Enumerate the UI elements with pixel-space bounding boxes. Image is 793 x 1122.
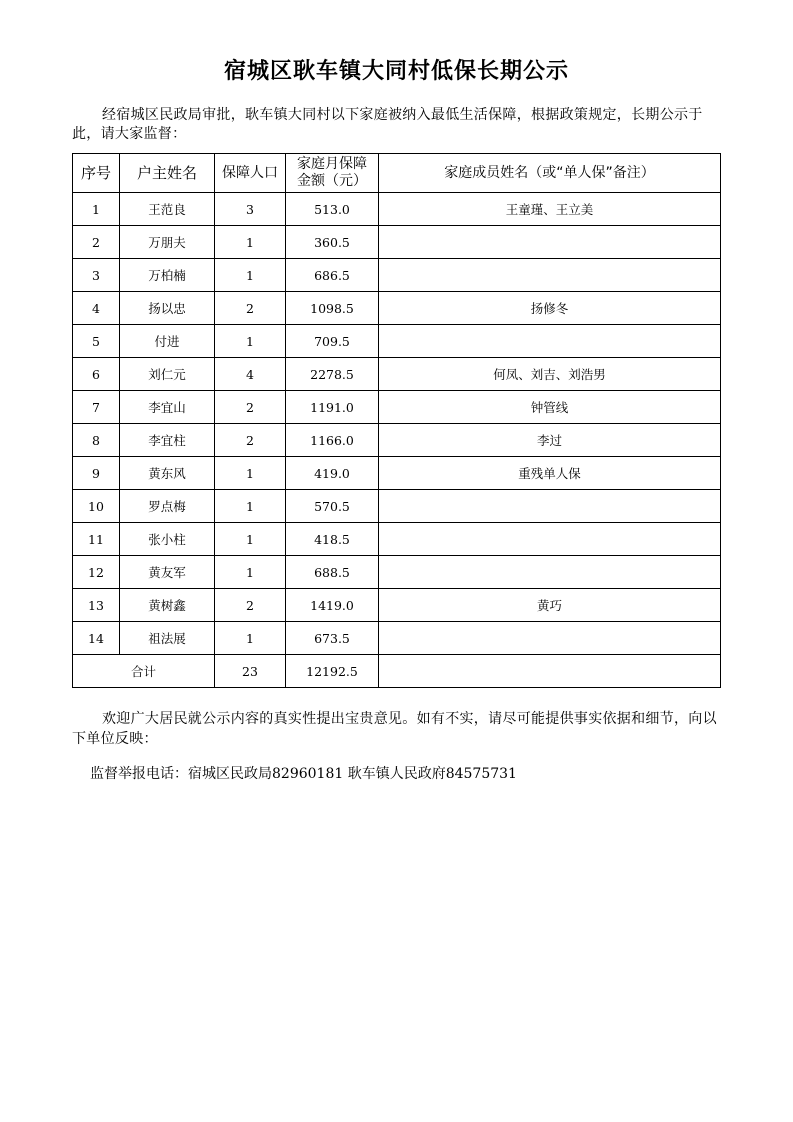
cell-head-name: 黄友军 bbox=[120, 556, 215, 589]
cell-persons: 4 bbox=[215, 358, 286, 391]
cell-head-name: 刘仁元 bbox=[120, 358, 215, 391]
table-row bbox=[73, 226, 721, 259]
cell-members: 李过 bbox=[379, 424, 721, 457]
cell-members bbox=[379, 523, 721, 556]
cell-persons: 2 bbox=[215, 391, 286, 424]
total-label: 合计 bbox=[73, 655, 215, 688]
cell-head-name: 李宜柱 bbox=[120, 424, 215, 457]
cell-amount: 570.5 bbox=[286, 490, 379, 523]
header-members: 家庭成员姓名（或“单人保”备注） bbox=[379, 154, 721, 193]
cell-persons: 1 bbox=[215, 523, 286, 556]
header-persons: 保障人口 bbox=[215, 154, 286, 193]
cell-no: 4 bbox=[73, 292, 120, 325]
cell-head-name: 罗点梅 bbox=[120, 490, 215, 523]
total-persons: 23 bbox=[215, 655, 286, 688]
cell-persons: 1 bbox=[215, 490, 286, 523]
table-body bbox=[73, 193, 721, 655]
header-amount-line1: 家庭月保障 bbox=[297, 156, 367, 172]
cell-no: 14 bbox=[73, 622, 120, 655]
table-header-row bbox=[73, 154, 721, 193]
cell-amount: 1419.0 bbox=[286, 589, 379, 622]
cell-head-name: 付进 bbox=[120, 325, 215, 358]
cell-amount: 686.5 bbox=[286, 259, 379, 292]
cell-head-name: 万朋夫 bbox=[120, 226, 215, 259]
table-row bbox=[73, 193, 721, 226]
cell-no: 8 bbox=[73, 424, 120, 457]
cell-members bbox=[379, 325, 721, 358]
table-row bbox=[73, 490, 721, 523]
cell-head-name: 黄东风 bbox=[120, 457, 215, 490]
table-row bbox=[73, 622, 721, 655]
cell-members bbox=[379, 490, 721, 523]
total-row bbox=[73, 655, 721, 688]
cell-members bbox=[379, 226, 721, 259]
cell-persons: 1 bbox=[215, 226, 286, 259]
table-row bbox=[73, 457, 721, 490]
cell-members: 扬修冬 bbox=[379, 292, 721, 325]
page-title: 宿城区耿车镇大同村低保长期公示 bbox=[223, 58, 569, 84]
cell-head-name: 万柏楠 bbox=[120, 259, 215, 292]
table-row bbox=[73, 589, 721, 622]
cell-persons: 1 bbox=[215, 622, 286, 655]
footer-contact: 监督举报电话：宿城区民政局82960181 耿车镇人民政府84575731 bbox=[90, 766, 517, 782]
table-row bbox=[73, 325, 721, 358]
table-row bbox=[73, 358, 721, 391]
cell-no: 1 bbox=[73, 193, 120, 226]
cell-head-name: 黄树鑫 bbox=[120, 589, 215, 622]
cell-members: 何凤、刘吉、刘浩男 bbox=[379, 358, 721, 391]
cell-amount: 709.5 bbox=[286, 325, 379, 358]
cell-head-name: 扬以忠 bbox=[120, 292, 215, 325]
subsistence-table bbox=[72, 153, 721, 688]
cell-persons: 2 bbox=[215, 424, 286, 457]
cell-persons: 1 bbox=[215, 457, 286, 490]
cell-no: 6 bbox=[73, 358, 120, 391]
header-head-name: 户主姓名 bbox=[120, 154, 215, 193]
cell-no: 2 bbox=[73, 226, 120, 259]
cell-amount: 1191.0 bbox=[286, 391, 379, 424]
cell-no: 12 bbox=[73, 556, 120, 589]
cell-members bbox=[379, 556, 721, 589]
cell-amount: 418.5 bbox=[286, 523, 379, 556]
table-row bbox=[73, 391, 721, 424]
table-row bbox=[73, 259, 721, 292]
footer-note: 欢迎广大居民就公示内容的真实性提出宝贵意见。如有不实，请尽可能提供事实依据和细节，向以下单位反映： bbox=[72, 711, 717, 747]
cell-head-name: 祖法展 bbox=[120, 622, 215, 655]
cell-members: 黄巧 bbox=[379, 589, 721, 622]
cell-members bbox=[379, 259, 721, 292]
cell-no: 10 bbox=[73, 490, 120, 523]
intro-paragraph: 经宿城区民政局审批，耿车镇大同村以下家庭被纳入最低生活保障，根据政策规定，长期公示于此，请大家监督： bbox=[72, 107, 703, 142]
cell-amount: 419.0 bbox=[286, 457, 379, 490]
header-amount bbox=[286, 154, 379, 193]
table-row bbox=[73, 424, 721, 457]
total-amount: 12192.5 bbox=[286, 655, 379, 688]
cell-amount: 360.5 bbox=[286, 226, 379, 259]
header-amount-line2: 金额（元） bbox=[297, 173, 367, 189]
cell-amount: 673.5 bbox=[286, 622, 379, 655]
cell-amount: 1166.0 bbox=[286, 424, 379, 457]
total-members bbox=[379, 655, 721, 688]
cell-no: 9 bbox=[73, 457, 120, 490]
cell-no: 13 bbox=[73, 589, 120, 622]
cell-amount: 513.0 bbox=[286, 193, 379, 226]
cell-persons: 2 bbox=[215, 589, 286, 622]
cell-members: 重残单人保 bbox=[379, 457, 721, 490]
cell-members bbox=[379, 622, 721, 655]
cell-persons: 3 bbox=[215, 193, 286, 226]
cell-amount: 1098.5 bbox=[286, 292, 379, 325]
cell-no: 3 bbox=[73, 259, 120, 292]
cell-no: 7 bbox=[73, 391, 120, 424]
cell-persons: 1 bbox=[215, 259, 286, 292]
cell-no: 11 bbox=[73, 523, 120, 556]
cell-head-name: 王范良 bbox=[120, 193, 215, 226]
table-row bbox=[73, 556, 721, 589]
cell-members: 王童瑾、王立美 bbox=[379, 193, 721, 226]
cell-no: 5 bbox=[73, 325, 120, 358]
table-row bbox=[73, 523, 721, 556]
cell-members: 钟管线 bbox=[379, 391, 721, 424]
cell-amount: 2278.5 bbox=[286, 358, 379, 391]
cell-persons: 1 bbox=[215, 325, 286, 358]
table-row bbox=[73, 292, 721, 325]
cell-head-name: 张小柱 bbox=[120, 523, 215, 556]
header-no: 序号 bbox=[73, 154, 120, 193]
cell-persons: 2 bbox=[215, 292, 286, 325]
cell-persons: 1 bbox=[215, 556, 286, 589]
cell-amount: 688.5 bbox=[286, 556, 379, 589]
cell-head-name: 李宜山 bbox=[120, 391, 215, 424]
